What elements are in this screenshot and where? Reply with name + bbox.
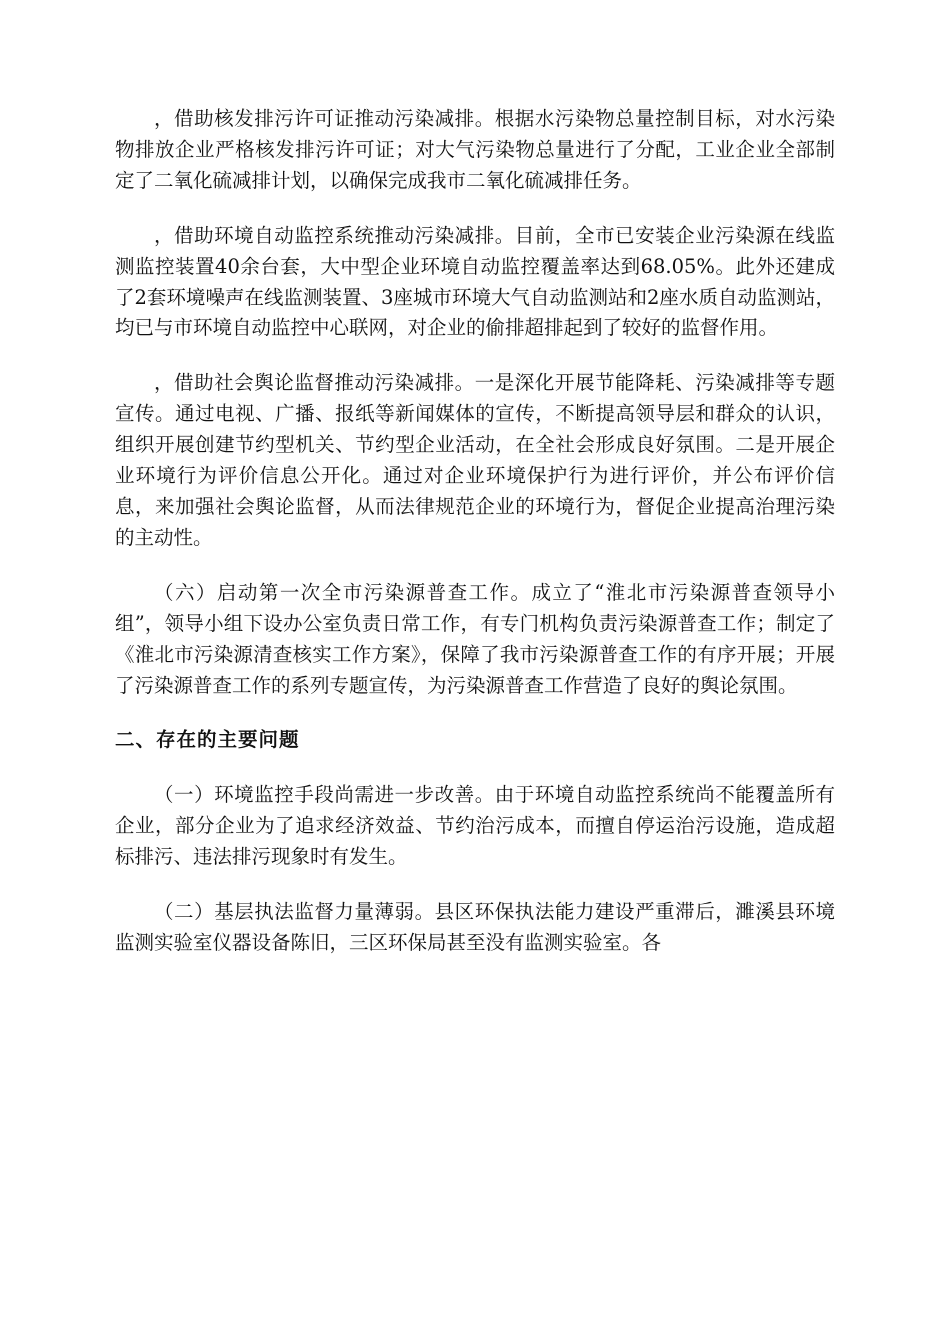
paragraph-gap <box>115 197 835 221</box>
paragraph-monitoring-means: （一）环境监控手段尚需进一步改善。由于环境自动监控系统尚不能覆盖所有企业，部分企业为了追求经济效益、节约治污成本，而擅自停运治污设施，造成超标排污、违法排污现象时有发生。 <box>115 783 835 869</box>
paragraph-emission-permit: ，借助核发排污许可证推动污染减排。根据水污染物总量控制目标，对水污染物排放企业严格核发排污许可证；对大气污染物总量进行了分配，工业企业全部制定了二氧化硫减排计划，以确保完成我市二氧化硫减排任务。 <box>115 107 835 192</box>
section-heading: 二、存在的主要问题 <box>115 728 300 752</box>
document-page <box>115 104 835 959</box>
paragraph-gap <box>115 873 835 897</box>
paragraph-enforcement-weak: （二）基层执法监督力量薄弱。县区环保执法能力建设严重滞后，濉溪县环境监测实验室仪器设备陈旧，三区环保局甚至没有监测实验室。各 <box>115 900 835 954</box>
paragraph-gap <box>115 701 835 725</box>
paragraph-auto-monitoring: ，借助环境自动监控系统推动污染减排。目前，全市已安装企业污染源在线监测监控装置40余台套，大中型企业环境自动监控覆盖率达到68.05%。此外还建成了2套环境噪声在线监测装置、3座城市环境大气自动监测站和2座水质自动监测站，均已与市环境自动监控中心联网，对企业的偷排超排起到了较好的监督作用。 <box>115 223 835 340</box>
paragraph-pollution-census: （六）启动第一次全市污染源普查工作。成立了“淮北市污染源普查领导小组”，领导小组下设办公室负责日常工作，有专门机构负责污染源普查工作；制定了《淮北市污染源清查核实工作方案》，保障了我市污染源普查工作的有序开展；开展了污染源普查工作的系列专题宣传，为污染源普查工作营造了良好的舆论氛围。 <box>115 580 835 697</box>
paragraph-gap <box>115 344 835 368</box>
paragraph-public-supervision: ，借助社会舆论监督推动污染减排。一是深化开展节能降耗、污染减排等专题宣传。通过电视、广播、报纸等新闻媒体的宣传，不断提高领导层和群众的认识，组织开展创建节约型机关、节约型企业活动，在全社会形成良好氛围。二是开展企业环境行为评价信息公开化。通过对企业环境保护行为进行评价，并公布评价信息，来加强社会舆论监督，从而法律规范企业的环境行为，督促企业提高治理污染的主动性。 <box>115 371 835 549</box>
paragraph-gap <box>115 756 835 780</box>
paragraph-gap <box>115 554 835 578</box>
